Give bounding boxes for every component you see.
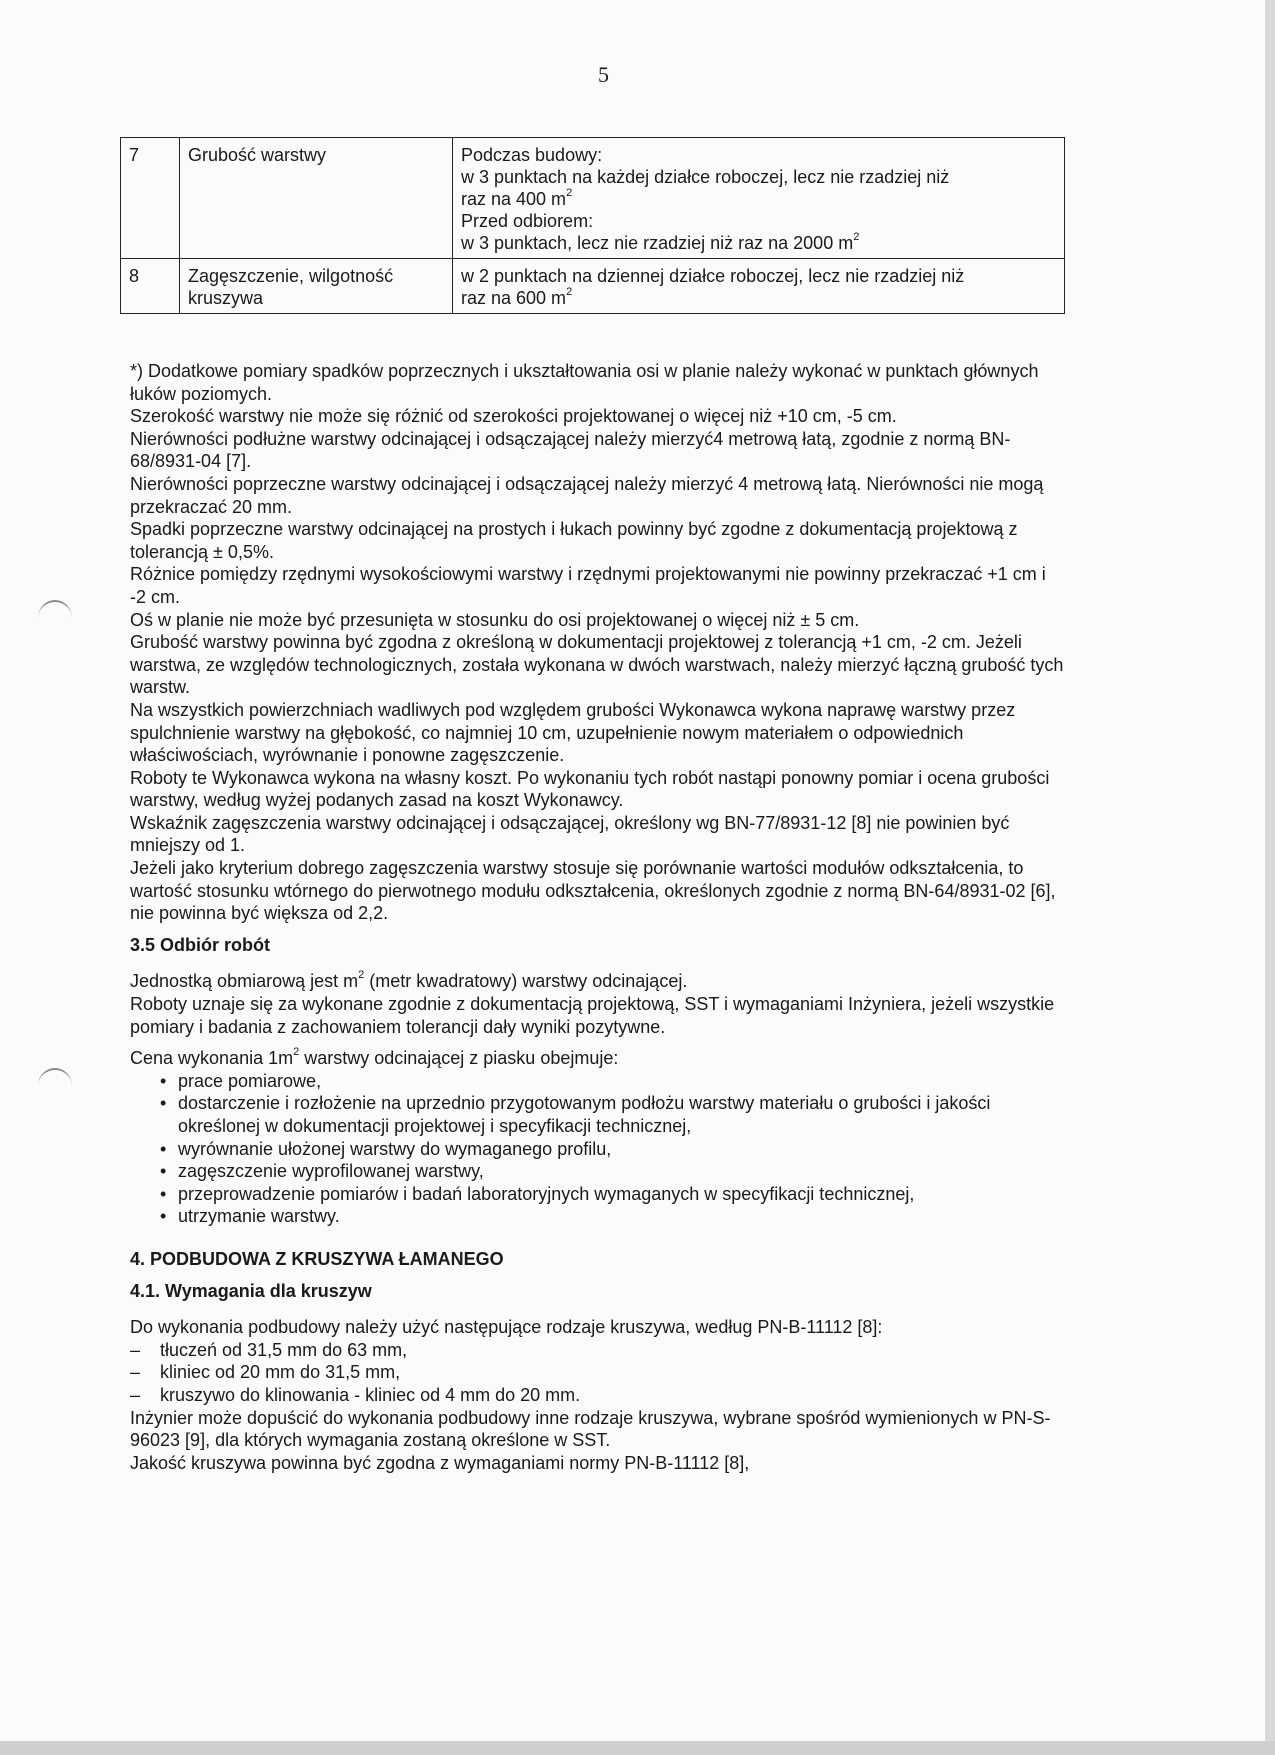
price-paragraph: Cena wykonania $1m^2$ warstwy odcinającej z piasku obejmuje: <box>130 1046 619 1069</box>
frequency-line: w 2 punktach na dziennej działce roboczej, lecz nie rzadziej niż <box>461 266 965 286</box>
frequency-line: w 3 punktach, lecz nie rzadziej niż raz na 2000 $m^2$ <box>461 231 860 253</box>
frequency-line: raz na 400 $m^2$ <box>461 187 573 209</box>
row-frequency <box>453 138 1065 259</box>
row-frequency <box>453 259 1065 314</box>
list-item: • utrzymanie warstwy. <box>160 1205 1065 1228</box>
body-paragraph: Jakość kruszywa powinna być zgodna z wymaganiami normy PN-B-11112 [8], <box>130 1452 750 1473</box>
list-item: • zagęszczenie wyprofilowanej warstwy, <box>160 1160 1065 1183</box>
note-paragraph: Nierówności podłużne warstwy odcinającej i odsączającej należy mierzyć4 metrową łatą, zgodnie z normą BN-68/8931-04 [7]. <box>130 428 1011 472</box>
row-number: 8 <box>121 259 180 314</box>
list-item: – tłuczeń od 31,5 mm do 63 mm, <box>130 1339 1065 1362</box>
chapter-heading: 4. PODBUDOWA Z KRUSZYWA ŁAMANEGO <box>130 1248 504 1269</box>
note-paragraph: Nierówności poprzeczne warstwy odcinającej i odsączającej należy mierzyć 4 metrową łatą. Nierówności nie mogą przekraczać 20 mm. <box>130 473 1044 517</box>
frequency-line: Przed odbiorem: <box>461 211 594 231</box>
note-paragraph: Jeżeli jako kryterium dobrego zagęszczenia warstwy stosuje się porównanie wartości modułów odkształcenia, to wartość stosunku wtórnego do pierwotnego modułu odkształcenia, określonych zgodnie z normą BN-64/8931-02 [6], nie powinna być większa od 2,2. <box>130 858 1056 924</box>
note-paragraph: Oś w planie nie może być przesunięta w stosunku do osi projektowanej o więcej niż ± 5 cm. <box>130 609 860 630</box>
unit-paragraph: Jednostką obmiarową jest $m^2$ (metr kwadratowy) warstwy odcinającej. <box>130 969 688 992</box>
note-paragraph: *) Dodatkowe pomiary spadków poprzecznych i ukształtowania osi w planie należy wykonać w punktach głównych łuków poziomych. <box>130 361 1039 404</box>
body-paragraph: Inżynier może dopuścić do wykonania podbudowy inne rodzaje kruszywa, wybrane spośród wymienionych w PN-S-96023 [9], dla których wymagania zostaną określone w SST. <box>130 1407 1051 1451</box>
note-paragraph: Roboty te Wykonawca wykona na własny koszt. Po wykonaniu tych robót nastąpi ponowny pomiar i ocena grubości warstwy, według wyżej podanych zasad na koszt Wykonawcy. <box>130 767 1050 811</box>
intro-paragraph: Do wykonania podbudowy należy użyć następujące rodzaje kruszywa, według PN-B-11112 [8]: <box>130 1317 883 1338</box>
binder-hole-mark <box>38 600 72 636</box>
row-property: Zagęszczenie, wilgotność kruszywa <box>180 259 453 314</box>
control-table <box>120 137 1065 314</box>
frequency-line: w 3 punktach na każdej działce roboczej, lecz nie rzadziej niż <box>461 167 950 187</box>
note-paragraph: Na wszystkich powierzchniach wadliwych pod względem grubości Wykonawca wykona naprawę warstwy przez spulchnienie warstwy na głębokość, co najmniej 10 cm, uzupełnienie nowym materiałem o odpowiednich właściwościach, wyrównanie i ponowne zagęszczenie. <box>130 699 1016 766</box>
note-paragraph: Szerokość warstwy nie może się różnić od szerokości projektowanej o więcej niż +10 cm, -5 cm. <box>130 406 897 427</box>
frequency-line: raz na 600 $m^2$ <box>461 286 573 308</box>
note-paragraph: Wskaźnik zagęszczenia warstwy odcinającej i odsączającej, określony wg BN-77/8931-12 [8] nie powinien być mniejszy od 1. <box>130 812 1010 856</box>
row-number: 7 <box>121 138 180 259</box>
aggregate-list <box>130 1339 1065 1407</box>
row-property: Grubość warstwy <box>180 138 453 259</box>
scan-edge <box>1265 0 1275 1755</box>
list-item: • przeprowadzenie pomiarów i badań laboratoryjnych wymaganych w specyfikacji technicznej, <box>160 1183 1065 1206</box>
list-item: – kliniec od 20 mm do 31,5 mm, <box>130 1361 1065 1384</box>
page-number: 5 <box>598 62 609 87</box>
scan-edge <box>0 1741 1275 1755</box>
note-paragraph: Różnice pomiędzy rzędnymi wysokościowymi warstwy i rzędnymi projektowanymi nie powinny przekraczać +1 cm i -2 cm. <box>130 564 1046 607</box>
list-item: • prace pomiarowe, <box>160 1070 1065 1093</box>
frequency-line: Podczas budowy: <box>461 145 603 165</box>
list-item: • dostarczenie i rozłożenie na uprzednio przygotowanym podłożu warstwy materiału o grubości i jakości określonej w dokumentacji projektowej i specyfikacji technicznej, <box>160 1092 1065 1137</box>
list-item: • wyrównanie ułożonej warstwy do wymaganego profilu, <box>160 1138 1065 1161</box>
binder-hole-mark <box>38 1068 72 1104</box>
note-paragraph: Grubość warstwy powinna być zgodna z określoną w dokumentacji projektowej z tolerancją +1 cm, -2 cm. Jeżeli warstwa, ze względów technologicznych, została wykonana w dwóch warstwach, należy mierzyć łączną grubość tych warstw. <box>130 632 1064 698</box>
list-item: – kruszywo do klinowania - kliniec od 4 mm do 20 mm. <box>130 1384 1065 1407</box>
price-scope-list <box>130 1070 1065 1228</box>
note-paragraph: Spadki poprzeczne warstwy odcinającej na prostych i łukach powinny być zgodne z dokumentacją projektową z tolerancją ± 0,5%. <box>130 519 1018 562</box>
section-heading: 3.5 Odbiór robót <box>130 934 271 955</box>
acceptance-paragraph: Roboty uznaje się za wykonane zgodnie z dokumentacją projektową, SST i wymaganiami Inżyniera, jeżeli wszystkie pomiary i badania z zachowaniem tolerancji dały wyniki pozytywne. <box>130 994 1055 1037</box>
table-row <box>121 259 1065 314</box>
table-row <box>121 138 1065 259</box>
document-body <box>130 360 1065 1474</box>
section-heading: 4.1. Wymagania dla kruszyw <box>130 1280 372 1301</box>
